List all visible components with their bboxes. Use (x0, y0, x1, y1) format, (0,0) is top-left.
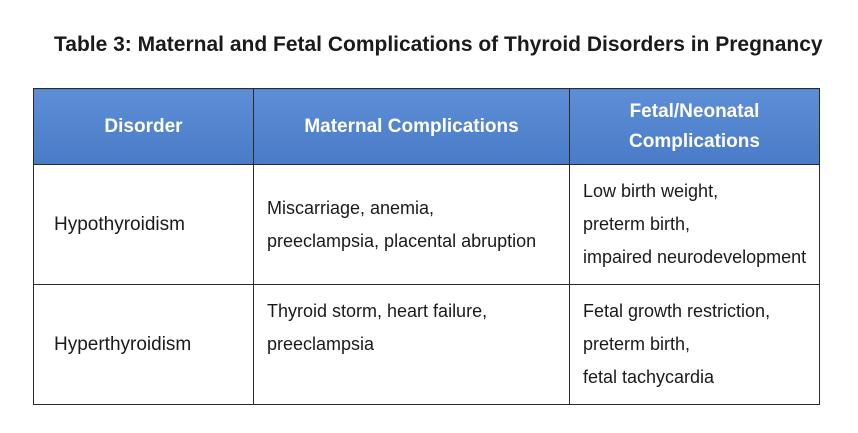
header-fetal-line-2: Complications (629, 130, 760, 152)
header-fetal-neonatal-complications (570, 89, 820, 165)
disorder-cell: Hyperthyroidism (34, 285, 254, 405)
fetal-complications-cell (570, 285, 820, 405)
disorder-cell: Hypothyroidism (34, 165, 254, 285)
fetal-line: fetal tachycardia (583, 367, 715, 387)
table-header-row (34, 89, 820, 165)
table-row (34, 165, 820, 285)
maternal-line: preeclampsia (267, 334, 375, 354)
maternal-line: Thyroid storm, heart failure, (267, 301, 488, 321)
fetal-line: Fetal growth restriction, (583, 301, 771, 321)
table-title: Table 3: Maternal and Fetal Complications of Thyroid Disorders in Pregnancy (54, 33, 823, 56)
fetal-line: preterm birth, (583, 214, 691, 234)
maternal-line: preeclampsia, placental abruption (267, 230, 537, 251)
fetal-line: preterm birth, (583, 334, 691, 354)
maternal-line: Miscarriage, anemia, (267, 197, 435, 218)
fetal-line: impaired neurodevelopment (583, 247, 807, 267)
fetal-complications-cell (570, 165, 820, 285)
header-fetal-line-1: Fetal/Neonatal (629, 100, 760, 122)
complications-table (33, 88, 820, 405)
table-row (34, 285, 820, 405)
header-disorder: Disorder (34, 89, 254, 165)
fetal-line: Low birth weight, (583, 181, 719, 201)
maternal-complications-cell (254, 165, 570, 285)
header-maternal-complications: Maternal Complications (254, 89, 570, 165)
maternal-complications-cell (254, 285, 570, 405)
